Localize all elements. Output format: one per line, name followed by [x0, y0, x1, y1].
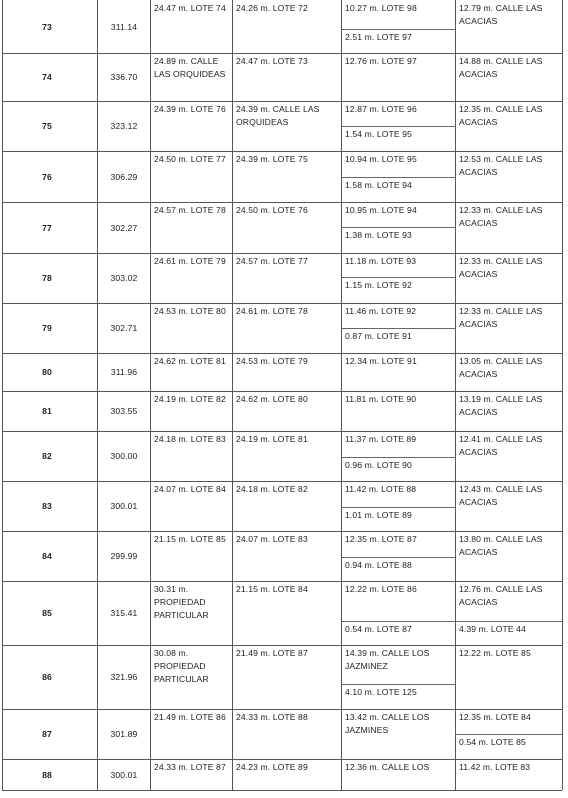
subcell-rule: [341, 557, 455, 558]
row-rule: [2, 353, 562, 354]
left-boundary: 11.42 m. LOTE 83: [459, 762, 531, 772]
lot-number: 80: [42, 367, 52, 377]
lot-number: 84: [42, 551, 52, 561]
right-boundary: 1.01 m. LOTE 89: [345, 510, 412, 520]
lot-area: 299.99: [110, 551, 138, 561]
right-boundary: 11.46 m. LOTE 92: [345, 306, 417, 316]
right-boundary: 12.76 m. LOTE 97: [345, 56, 417, 66]
left-boundary: 12.53 m. CALLE LAS ACACIAS: [459, 154, 543, 177]
back-boundary: 24.18 m. LOTE 82: [236, 484, 308, 494]
column-rule: [150, 0, 151, 790]
row-rule: [2, 151, 562, 152]
lot-area: 321.96: [110, 672, 138, 682]
lot-number: 76: [42, 171, 52, 182]
row-rule: [2, 391, 562, 392]
subcell-rule: [341, 621, 455, 622]
lot-area: 301.89: [110, 729, 138, 739]
back-boundary: 24.62 m. LOTE 80: [236, 394, 308, 404]
left-boundary: 12.35 m. CALLE LAS ACACIAS: [459, 104, 543, 127]
left-boundary: 12.33 m. CALLE LAS ACACIAS: [459, 205, 543, 228]
right-boundary: 1.58 m. LOTE 94: [345, 180, 412, 190]
lot-area: 303.02: [110, 273, 138, 283]
subcell-rule: [341, 29, 455, 30]
right-boundary: 11.42 m. LOTE 88: [345, 484, 417, 494]
right-boundary: 12.87 m. LOTE 96: [345, 104, 417, 114]
subcell-rule: [341, 126, 455, 127]
column-rule: [562, 0, 563, 790]
right-boundary: 1.54 m. LOTE 95: [345, 129, 412, 139]
back-boundary: 24.47 m. LOTE 73: [236, 56, 308, 66]
right-boundary: 10.94 m. LOTE 95: [345, 154, 417, 164]
lot-area: 303.55: [110, 406, 138, 416]
row-rule: [2, 253, 562, 254]
lot-area: 300.00: [110, 451, 138, 461]
right-boundary: 10.27 m. LOTE 98: [345, 3, 417, 13]
left-boundary: 12.79 m. CALLE LAS ACACIAS: [459, 3, 543, 26]
lot-area: 302.71: [110, 323, 138, 333]
subcell-rule: [341, 227, 455, 228]
left-boundary: 13.19 m. CALLE LAS ACACIAS: [459, 394, 543, 417]
row-rule: [2, 101, 562, 102]
back-boundary: 24.50 m. LOTE 76: [236, 205, 308, 215]
back-boundary: 21.15 m. LOTE 84: [236, 584, 308, 594]
front-boundary: 24.57 m. LOTE 78: [154, 205, 226, 215]
lot-area: 311.14: [110, 21, 138, 32]
front-boundary: 30.31 m. PROPIEDAD PARTICULAR: [154, 584, 209, 620]
front-boundary: 24.53 m. LOTE 80: [154, 306, 226, 316]
front-boundary: 24.07 m. LOTE 84: [154, 484, 226, 494]
lot-area: 300.01: [110, 769, 138, 780]
lot-area: 315.41: [110, 608, 138, 618]
column-rule: [341, 0, 342, 790]
row-rule: [2, 709, 562, 710]
lot-area: 323.12: [110, 121, 138, 131]
back-boundary: 24.39 m. CALLE LAS ORQUIDEAS: [236, 104, 320, 127]
lot-number: 86: [42, 672, 52, 682]
right-boundary: 2.51 m. LOTE 97: [345, 32, 412, 42]
right-boundary: 1.15 m. LOTE 92: [345, 280, 412, 290]
right-boundary: 12.36 m. CALLE LOS: [345, 762, 430, 772]
right-boundary: 10.95 m. LOTE 94: [345, 205, 417, 215]
right-boundary: 11.18 m. LOTE 93: [345, 256, 417, 266]
back-boundary: 24.26 m. LOTE 72: [236, 3, 308, 13]
row-rule: [2, 481, 562, 482]
subcell-rule: [341, 277, 455, 278]
lot-number: 75: [42, 121, 52, 131]
lot-area: 306.29: [110, 171, 138, 182]
front-boundary: 24.47 m. LOTE 74: [154, 3, 226, 13]
row-rule: [2, 759, 562, 760]
right-boundary: 0.94 m. LOTE 88: [345, 560, 412, 570]
right-boundary: 12.34 m. LOTE 91: [345, 356, 417, 366]
lot-number: 79: [42, 323, 52, 333]
right-boundary: 14.39 m. CALLE LOS JAZMINEZ: [345, 648, 430, 671]
row-rule: [2, 202, 562, 203]
left-boundary: 0.54 m. LOTE 85: [459, 737, 526, 747]
left-boundary: 12.43 m. CALLE LAS ACACIAS: [459, 484, 543, 507]
back-boundary: 24.53 m. LOTE 79: [236, 356, 308, 366]
lot-number: 81: [42, 406, 52, 416]
front-boundary: 21.49 m. LOTE 86: [154, 712, 226, 722]
back-boundary: 24.33 m. LOTE 88: [236, 712, 308, 722]
left-boundary: 12.35 m. LOTE 84: [459, 712, 531, 722]
column-rule: [2, 0, 3, 790]
front-boundary: 24.39 m. LOTE 76: [154, 104, 226, 114]
column-rule: [232, 0, 233, 790]
subcell-rule: [341, 507, 455, 508]
row-rule: [2, 581, 562, 582]
subcell-rule: [341, 328, 455, 329]
back-boundary: 24.61 m. LOTE 78: [236, 306, 308, 316]
front-boundary: 24.33 m. LOTE 87: [154, 762, 226, 772]
lot-area: 300.01: [110, 501, 138, 511]
subcell-rule: [341, 684, 455, 685]
lot-area: 302.27: [110, 222, 138, 233]
front-boundary: 24.61 m. LOTE 79: [154, 256, 226, 266]
right-boundary: 13.42 m. CALLE LOS JAZMINES: [345, 712, 430, 735]
lot-number: 78: [42, 273, 52, 283]
right-boundary: 1.38 m. LOTE 93: [345, 230, 412, 240]
back-boundary: 24.57 m. LOTE 77: [236, 256, 308, 266]
front-boundary: 24.18 m. LOTE 83: [154, 434, 226, 444]
front-boundary: 24.62 m. LOTE 81: [154, 356, 226, 366]
left-boundary: 12.33 m. CALLE LAS ACACIAS: [459, 256, 543, 279]
left-boundary: 4.39 m. LOTE 44: [459, 624, 526, 634]
lot-number: 73: [42, 21, 52, 32]
lot-number: 83: [42, 501, 52, 511]
front-boundary: 24.19 m. LOTE 82: [154, 394, 226, 404]
lot-area: 311.96: [110, 367, 138, 377]
left-boundary: 12.76 m. CALLE LAS ACACIAS: [459, 584, 543, 607]
row-rule: [2, 645, 562, 646]
back-boundary: 24.07 m. LOTE 83: [236, 534, 308, 544]
front-boundary: 21.15 m. LOTE 85: [154, 534, 226, 544]
right-boundary: 0.96 m. LOTE 90: [345, 460, 412, 470]
back-boundary: 21.49 m. LOTE 87: [236, 648, 308, 658]
lot-number: 87: [42, 729, 52, 739]
column-rule: [455, 0, 456, 790]
lot-number: 82: [42, 451, 52, 461]
left-boundary: 12.33 m. CALLE LAS ACACIAS: [459, 306, 543, 329]
front-boundary: 24.50 m. LOTE 77: [154, 154, 226, 164]
left-boundary: 12.22 m. LOTE 85: [459, 648, 531, 658]
lot-number: 77: [42, 222, 52, 233]
front-boundary: 30.08 m. PROPIEDAD PARTICULAR: [154, 648, 209, 684]
right-boundary: 0.87 m. LOTE 91: [345, 331, 412, 341]
lot-area: 336.70: [110, 72, 138, 82]
lot-number: 88: [42, 769, 52, 780]
lot-number: 85: [42, 608, 52, 618]
subcell-rule: [455, 734, 562, 735]
subcell-rule: [341, 177, 455, 178]
row-rule: [2, 53, 562, 54]
right-boundary: 12.35 m. LOTE 87: [345, 534, 417, 544]
row-rule: [2, 303, 562, 304]
back-boundary: 24.19 m. LOTE 81: [236, 434, 308, 444]
back-boundary: 24.23 m. LOTE 89: [236, 762, 308, 772]
lot-number: 74: [42, 72, 52, 82]
left-boundary: 13.80 m. CALLE LAS ACACIAS: [459, 534, 543, 557]
right-boundary: 11.37 m. LOTE 89: [345, 434, 417, 444]
back-boundary: 24.39 m. LOTE 75: [236, 154, 308, 164]
left-boundary: 12.41 m. CALLE LAS ACACIAS: [459, 434, 543, 457]
right-boundary: 12.22 m. LOTE 86: [345, 584, 417, 594]
right-boundary: 4.10 m. LOTE 125: [345, 687, 417, 697]
left-boundary: 13.05 m. CALLE LAS ACACIAS: [459, 356, 543, 379]
right-boundary: 0.54 m. LOTE 87: [345, 624, 412, 634]
row-rule: [2, 431, 562, 432]
row-rule: [2, 790, 562, 791]
subcell-rule: [341, 457, 455, 458]
right-boundary: 11.81 m. LOTE 90: [345, 394, 417, 404]
subcell-rule: [455, 621, 562, 622]
front-boundary: 24.89 m. CALLE LAS ORQUIDEAS: [154, 56, 226, 79]
left-boundary: 14.88 m. CALLE LAS ACACIAS: [459, 56, 543, 79]
row-rule: [2, 531, 562, 532]
